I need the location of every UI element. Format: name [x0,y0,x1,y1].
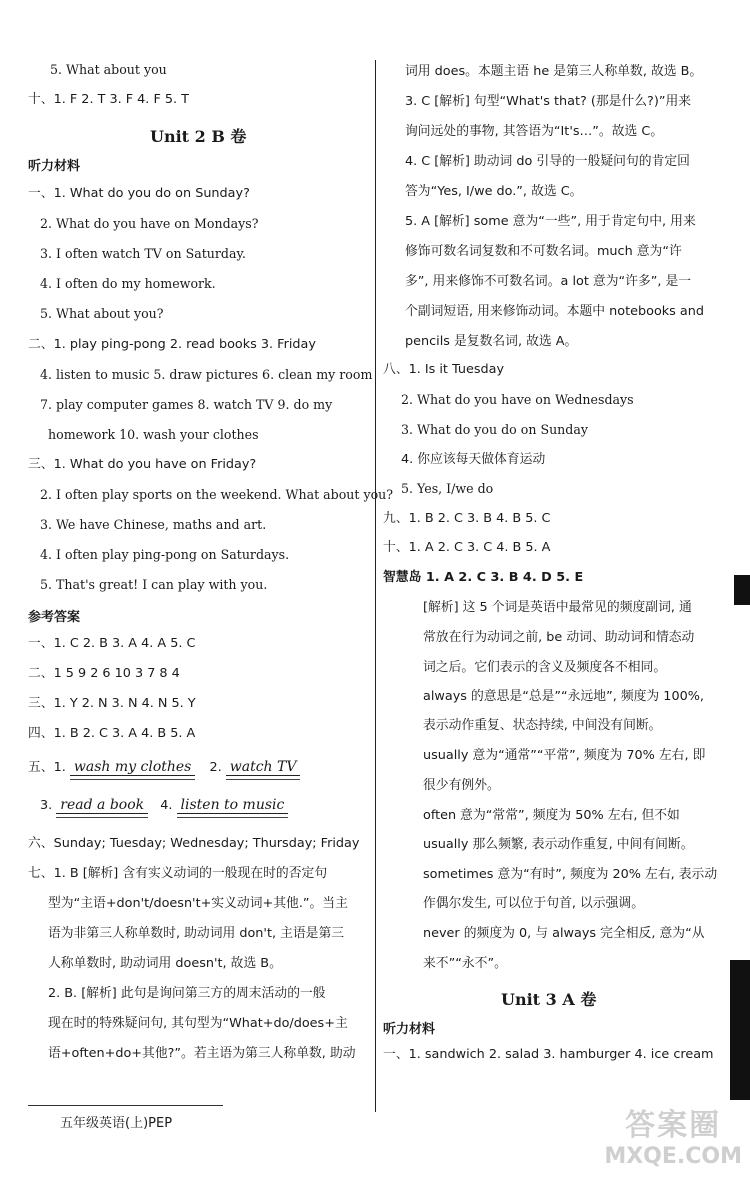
handwritten-answer: wash my clothes [70,759,195,776]
explanation-line: 语+often+do+其他?”。若主语为第三人称单数, 助动 [48,1046,356,1061]
explanation-line: 语为非第三人称单数时, 助动词用 don't, 主语是第三 [48,926,345,941]
explanation-line: 2. B. [解析] 此句是询问第三方的周末活动的一般 [48,986,326,1001]
explanation-line: 很少有例外。 [423,778,500,793]
text-line: 4. I often do my homework. [40,276,216,291]
unit-title: Unit 2 B 卷 [150,127,247,146]
text-line: 二、1. play ping-pong 2. read books 3. Friday [28,337,316,352]
page-edge-mark [730,960,750,1100]
answer-line: 4. 你应该每天做体育运动 [401,452,546,467]
answer-line: 三、1. Y 2. N 3. N 4. N 5. Y [28,696,196,711]
answer-line: 十、1. A 2. C 3. C 4. B 5. A [383,540,551,555]
answer-line: 3. What do you do on Sunday [401,422,588,437]
explanation-line: 词之后。它们表示的含义及频度各不相同。 [423,660,667,675]
text-line: 7. play computer games 8. watch TV 9. do my [40,397,333,412]
watermark-logo [604,1100,742,1169]
explanation-line: usually 那么频繁, 表示动作重复, 中间有间断。 [423,837,694,852]
answer-line: 一、1. sandwich 2. salad 3. hamburger 4. ice cream [383,1047,714,1062]
explanation-line: always 的意思是“总是”“永远地”, 频度为 100%, [423,689,704,704]
explanation-line: usually 意为“通常”“平常”, 频度为 70% 左右, 即 [423,748,706,763]
answer-line: 六、Sunday; Tuesday; Wednesday; Thursday; Friday [28,836,360,851]
answer-prefix: 4. [160,798,173,813]
explanation-line: 询问远处的事物, 其答语为“It's…”。故选 C。 [405,124,664,139]
explanation-line: 多”, 用来修饰不可数名词。a lot 意为“许多”, 是一 [405,274,692,289]
text-line: 4. listen to music 5. draw pictures 6. clean my room [40,367,373,382]
answer-prefix: 2. [209,760,222,775]
answer-line: 十、1. F 2. T 3. F 4. F 5. T [28,92,189,107]
explanation-line: 型为“主语+don't/doesn't+实义动词+其他.”。当主 [48,896,348,911]
explanation-line: 表示动作重复、状态持续, 中间没有间断。 [423,718,662,733]
explanation-line: 来不”“永不”。 [423,956,507,971]
answer-line: 一、1. C 2. B 3. A 4. A 5. C [28,636,196,651]
watermark-text: 答案圈 [625,1108,722,1143]
explanation-line: 作偶尔发生, 可以位于句首, 以示强调。 [423,896,645,911]
text-line: 5. That's great! I can play with you. [40,577,268,592]
section-heading: 听力材料 [28,159,81,174]
section-heading: 参考答案 [28,610,81,625]
explanation-line: 人称单数时, 助动词用 doesn't, 故选 B。 [48,956,282,971]
answer-line [40,797,288,814]
answer-line: 二、1 5 9 2 6 10 3 7 8 4 [28,666,180,681]
page-edge-mark [734,575,750,605]
text-line: 3. We have Chinese, maths and art. [40,517,267,532]
explanation-line: 七、1. B [解析] 含有实义动词的一般现在时的否定句 [28,866,328,881]
text-line: 一、1. What do you do on Sunday? [28,186,250,201]
footer-rule [28,1105,223,1106]
text-line: 3. I often watch TV on Saturday. [40,246,246,261]
explanation-line: never 的频度为 0, 与 always 完全相反, 意为“从 [423,926,705,941]
text-line: homework 10. wash your clothes [48,427,259,442]
answer-line [28,759,300,776]
explanation-line: 3. C [解析] 句型“What's that? (那是什么?)”用来 [405,94,692,109]
explanation-line: 答为“Yes, I/we do.”, 故选 C。 [405,184,583,199]
text-line: 2. I often play sports on the weekend. What about you? [40,487,394,502]
text-line: 4. I often play ping-pong on Saturdays. [40,547,290,562]
explanation-line: 4. C [解析] 助动词 do 引导的一般疑问句的肯定回 [405,154,690,169]
unit-title: Unit 3 A 卷 [501,990,597,1009]
section-heading: 听力材料 [383,1022,436,1037]
text-line: 5. What about you? [40,306,164,321]
text-line: 5. What about you [50,62,167,77]
watermark-url: MXQE.COM [604,1144,742,1169]
answer-line: 智慧岛 1. A 2. C 3. B 4. D 5. E [383,570,584,585]
answer-line: 四、1. B 2. C 3. A 4. B 5. A [28,726,196,741]
answer-prefix: 3. [40,798,53,813]
explanation-line: sometimes 意为“有时”, 频度为 20% 左右, 表示动 [423,867,718,882]
answer-line: 九、1. B 2. C 3. B 4. B 5. C [383,511,551,526]
answer-line: 2. What do you have on Wednesdays [401,392,634,407]
column-divider [375,60,376,1112]
explanation-line: pencils 是复数名词, 故选 A。 [405,334,578,349]
answer-line: 5. Yes, I/we do [401,481,494,496]
handwritten-answer: watch TV [226,759,301,776]
explanation-line: 修饰可数名词复数和不可数名词。much 意为“许 [405,244,682,259]
handwritten-answer: read a book [56,797,148,814]
handwritten-answer: listen to music [177,797,289,814]
explanation-line: 词用 does。本题主语 he 是第三人称单数, 故选 B。 [405,64,703,79]
explanation-line: 5. A [解析] some 意为“一些”, 用于肯定句中, 用来 [405,214,696,229]
explanation-line: 现在时的特殊疑问句, 其句型为“What+do/does+主 [48,1016,348,1031]
text-line: 三、1. What do you have on Friday? [28,457,257,472]
explanation-line: [解析] 这 5 个词是英语中最常见的频度副词, 通 [423,600,692,615]
explanation-line: 个副词短语, 用来修饰动词。本题中 notebooks and [405,304,704,319]
page-footer: 五年级英语(上)PEP [60,1116,173,1131]
answer-line: 八、1. Is it Tuesday [383,362,505,377]
text-line: 2. What do you have on Mondays? [40,216,259,231]
answer-prefix: 五、1. [28,760,66,775]
explanation-line: often 意为“常常”, 频度为 50% 左右, 但不如 [423,808,680,823]
explanation-line: 常放在行为动词之前, be 动词、助动词和情态动 [423,630,695,645]
